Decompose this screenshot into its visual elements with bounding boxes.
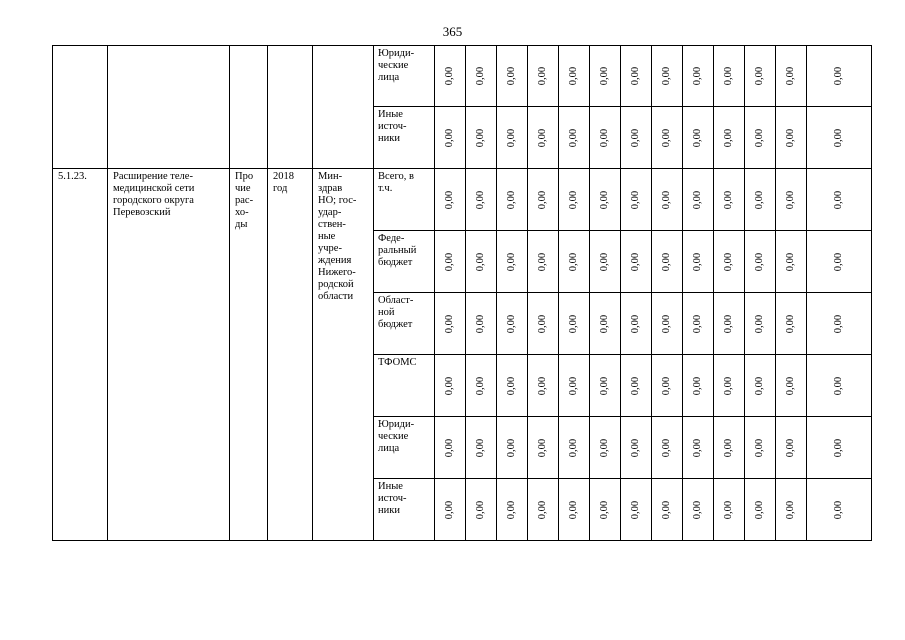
table-row — [53, 46, 872, 107]
value-cell — [714, 169, 745, 231]
value-text: 0,00 — [444, 438, 455, 457]
value-cell — [745, 479, 776, 541]
value-text: 0,00 — [692, 376, 703, 395]
value-text: 0,00 — [630, 252, 641, 271]
value-cell — [683, 355, 714, 417]
value-cell — [621, 107, 652, 169]
value-cell — [683, 417, 714, 479]
value-text: 0,00 — [630, 128, 641, 147]
value-text: 0,00 — [723, 376, 734, 395]
value-cell — [590, 46, 621, 107]
value-text: 0,00 — [692, 66, 703, 86]
value-cell — [559, 355, 590, 417]
value-text: 0,00 — [630, 314, 641, 333]
value-text: 0,00 — [723, 438, 734, 457]
value-cell — [559, 169, 590, 231]
value-text: 0,00 — [833, 190, 844, 209]
value-cell — [466, 479, 497, 541]
value-text: 0,00 — [754, 190, 765, 209]
value-cell — [745, 355, 776, 417]
executor-cell-text: Мин- здрав НО; гос- удар- ствен- ные учре- ждения Нижего- родской области — [318, 171, 357, 302]
value-cell — [807, 169, 872, 231]
value-cell — [776, 293, 807, 355]
page-number: 365 — [442, 24, 463, 39]
value-text: 0,00 — [754, 128, 765, 147]
value-text: 0,00 — [506, 500, 517, 519]
value-cell — [435, 231, 466, 293]
value-text: 0,00 — [506, 438, 517, 457]
value-text: 0,00 — [661, 376, 672, 395]
value-text: 0,00 — [661, 66, 672, 86]
expense-type-cell — [230, 169, 268, 541]
value-text: 0,00 — [785, 500, 796, 519]
value-cell — [621, 46, 652, 107]
value-cell — [559, 417, 590, 479]
value-cell — [497, 169, 528, 231]
value-cell — [714, 231, 745, 293]
value-text: 0,00 — [785, 314, 796, 333]
value-text: 0,00 — [785, 128, 796, 147]
value-text: 0,00 — [568, 66, 579, 86]
value-cell — [652, 107, 683, 169]
value-text: 0,00 — [630, 376, 641, 395]
funding-source-cell: Иные источ- ники — [374, 479, 435, 541]
value-text: 0,00 — [833, 66, 844, 86]
value-text: 0,00 — [833, 376, 844, 395]
expense-type-cell-text: Про чие рас- хо- ды — [235, 171, 254, 230]
value-cell — [435, 169, 466, 231]
value-cell — [528, 107, 559, 169]
value-text: 0,00 — [475, 500, 486, 519]
value-text: 0,00 — [723, 500, 734, 519]
value-cell — [497, 417, 528, 479]
value-cell — [528, 293, 559, 355]
value-text: 0,00 — [444, 190, 455, 209]
value-text: 0,00 — [723, 252, 734, 271]
value-cell — [807, 355, 872, 417]
value-text: 0,00 — [833, 128, 844, 147]
value-cell — [776, 479, 807, 541]
value-cell — [590, 293, 621, 355]
value-text: 0,00 — [537, 252, 548, 271]
value-text: 0,00 — [475, 252, 486, 271]
value-cell — [621, 231, 652, 293]
value-text: 0,00 — [692, 314, 703, 333]
value-cell — [807, 231, 872, 293]
value-text: 0,00 — [754, 252, 765, 271]
value-text: 0,00 — [833, 438, 844, 457]
value-text: 0,00 — [537, 376, 548, 395]
item-number-cell-text: 5.1.23. — [58, 171, 87, 182]
value-cell — [559, 293, 590, 355]
item-number-cell — [53, 169, 108, 541]
item-name-cell-text: Расширение теле- медицинской сети городского округа Перевозский — [113, 171, 195, 218]
value-cell — [435, 355, 466, 417]
value-text: 0,00 — [754, 66, 765, 86]
value-cell — [497, 46, 528, 107]
value-cell — [745, 107, 776, 169]
value-text: 0,00 — [537, 438, 548, 457]
value-cell — [466, 355, 497, 417]
value-text: 0,00 — [692, 500, 703, 519]
value-text: 0,00 — [661, 314, 672, 333]
value-cell — [714, 479, 745, 541]
value-cell — [652, 417, 683, 479]
value-cell — [466, 293, 497, 355]
value-cell — [497, 231, 528, 293]
value-text: 0,00 — [785, 376, 796, 395]
value-cell — [528, 169, 559, 231]
value-text: 0,00 — [599, 66, 610, 86]
value-text: 0,00 — [599, 128, 610, 147]
value-cell — [528, 479, 559, 541]
value-cell — [807, 479, 872, 541]
value-text: 0,00 — [444, 314, 455, 333]
value-cell — [466, 46, 497, 107]
value-cell — [435, 293, 466, 355]
value-text: 0,00 — [568, 128, 579, 147]
funding-source-cell: Иные источ- ники — [374, 107, 435, 169]
value-cell — [621, 355, 652, 417]
value-cell — [435, 107, 466, 169]
value-cell — [745, 417, 776, 479]
value-cell — [435, 417, 466, 479]
value-text: 0,00 — [754, 500, 765, 519]
value-cell — [652, 169, 683, 231]
value-text: 0,00 — [444, 500, 455, 519]
value-cell — [528, 231, 559, 293]
value-text: 0,00 — [444, 252, 455, 271]
value-text: 0,00 — [599, 438, 610, 457]
value-text: 0,00 — [537, 66, 548, 86]
value-text: 0,00 — [475, 66, 486, 86]
value-cell — [621, 293, 652, 355]
value-text: 0,00 — [506, 66, 517, 86]
value-text: 0,00 — [754, 438, 765, 457]
value-text: 0,00 — [630, 438, 641, 457]
value-cell — [683, 231, 714, 293]
funding-source-cell: Феде- ральный бюджет — [374, 231, 435, 293]
empty-cell — [108, 46, 230, 169]
value-cell — [776, 107, 807, 169]
value-cell — [466, 417, 497, 479]
value-cell — [590, 107, 621, 169]
value-cell — [714, 293, 745, 355]
value-cell — [745, 46, 776, 107]
value-cell — [590, 169, 621, 231]
value-text: 0,00 — [754, 314, 765, 333]
value-cell — [497, 355, 528, 417]
value-text: 0,00 — [537, 500, 548, 519]
value-cell — [683, 169, 714, 231]
value-text: 0,00 — [506, 128, 517, 147]
funding-source-cell: Област- ной бюджет — [374, 293, 435, 355]
table-body — [53, 46, 872, 541]
value-text: 0,00 — [475, 438, 486, 457]
value-cell — [652, 231, 683, 293]
value-cell — [714, 107, 745, 169]
value-text: 0,00 — [661, 190, 672, 209]
value-text: 0,00 — [537, 128, 548, 147]
value-cell — [497, 293, 528, 355]
budget-table — [52, 45, 872, 541]
value-text: 0,00 — [568, 252, 579, 271]
value-text: 0,00 — [692, 128, 703, 147]
value-text: 0,00 — [599, 500, 610, 519]
value-cell — [435, 46, 466, 107]
value-cell — [559, 46, 590, 107]
value-cell — [652, 355, 683, 417]
value-cell — [435, 479, 466, 541]
value-text: 0,00 — [661, 438, 672, 457]
value-text: 0,00 — [506, 190, 517, 209]
value-cell — [590, 355, 621, 417]
value-cell — [683, 293, 714, 355]
value-cell — [621, 479, 652, 541]
value-text: 0,00 — [599, 376, 610, 395]
value-cell — [745, 231, 776, 293]
value-text: 0,00 — [785, 190, 796, 209]
value-cell — [807, 293, 872, 355]
value-cell — [714, 46, 745, 107]
value-cell — [776, 231, 807, 293]
value-cell — [807, 46, 872, 107]
value-text: 0,00 — [444, 376, 455, 395]
value-cell — [621, 169, 652, 231]
value-text: 0,00 — [568, 314, 579, 333]
value-cell — [590, 479, 621, 541]
value-text: 0,00 — [475, 314, 486, 333]
value-cell — [807, 107, 872, 169]
value-text: 0,00 — [599, 314, 610, 333]
value-text: 0,00 — [692, 438, 703, 457]
value-text: 0,00 — [723, 190, 734, 209]
value-cell — [807, 417, 872, 479]
value-text: 0,00 — [630, 66, 641, 86]
value-cell — [776, 169, 807, 231]
value-cell — [776, 46, 807, 107]
value-cell — [683, 46, 714, 107]
value-cell — [652, 46, 683, 107]
value-cell — [714, 355, 745, 417]
year-cell — [268, 169, 313, 541]
value-text: 0,00 — [661, 128, 672, 147]
funding-source-cell: Юриди- ческие лица — [374, 417, 435, 479]
value-cell — [497, 107, 528, 169]
value-cell — [776, 355, 807, 417]
value-cell — [528, 46, 559, 107]
value-text: 0,00 — [661, 500, 672, 519]
value-text: 0,00 — [630, 190, 641, 209]
empty-cell — [53, 46, 108, 169]
funding-source-cell: ТФОМС — [374, 355, 435, 417]
empty-cell — [313, 46, 374, 169]
value-cell — [745, 293, 776, 355]
table-row — [53, 169, 872, 231]
executor-cell — [313, 169, 374, 541]
funding-source-cell: Всего, в т.ч. — [374, 169, 435, 231]
value-text: 0,00 — [568, 190, 579, 209]
value-text: 0,00 — [475, 376, 486, 395]
value-text: 0,00 — [568, 438, 579, 457]
value-cell — [466, 169, 497, 231]
value-cell — [683, 107, 714, 169]
value-text: 0,00 — [723, 66, 734, 86]
value-text: 0,00 — [833, 500, 844, 519]
empty-cell — [230, 46, 268, 169]
value-text: 0,00 — [475, 190, 486, 209]
value-text: 0,00 — [723, 128, 734, 147]
value-text: 0,00 — [785, 438, 796, 457]
value-cell — [559, 107, 590, 169]
value-text: 0,00 — [475, 128, 486, 147]
value-text: 0,00 — [506, 314, 517, 333]
value-text: 0,00 — [599, 190, 610, 209]
value-text: 0,00 — [506, 376, 517, 395]
value-text: 0,00 — [833, 252, 844, 271]
value-text: 0,00 — [630, 500, 641, 519]
value-text: 0,00 — [661, 252, 672, 271]
value-text: 0,00 — [444, 128, 455, 147]
value-cell — [683, 479, 714, 541]
value-cell — [559, 231, 590, 293]
value-cell — [497, 479, 528, 541]
value-cell — [652, 293, 683, 355]
value-text: 0,00 — [833, 314, 844, 333]
value-cell — [714, 417, 745, 479]
value-cell — [590, 231, 621, 293]
value-text: 0,00 — [537, 314, 548, 333]
value-cell — [621, 417, 652, 479]
value-text: 0,00 — [599, 252, 610, 271]
value-text: 0,00 — [568, 376, 579, 395]
value-text: 0,00 — [506, 252, 517, 271]
funding-source-cell: Юриди- ческие лица — [374, 46, 435, 107]
value-text: 0,00 — [444, 66, 455, 86]
value-cell — [590, 417, 621, 479]
value-text: 0,00 — [754, 376, 765, 395]
value-text: 0,00 — [568, 500, 579, 519]
value-cell — [776, 417, 807, 479]
value-cell — [528, 355, 559, 417]
value-cell — [559, 479, 590, 541]
value-cell — [528, 417, 559, 479]
value-text: 0,00 — [692, 252, 703, 271]
value-cell — [466, 107, 497, 169]
empty-cell — [268, 46, 313, 169]
value-text: 0,00 — [723, 314, 734, 333]
year-cell-text: 2018 год — [273, 171, 294, 194]
value-cell — [466, 231, 497, 293]
value-text: 0,00 — [537, 190, 548, 209]
value-cell — [652, 479, 683, 541]
item-name-cell — [108, 169, 230, 541]
value-cell — [745, 169, 776, 231]
value-text: 0,00 — [785, 66, 796, 86]
value-text: 0,00 — [785, 252, 796, 271]
value-text: 0,00 — [692, 190, 703, 209]
